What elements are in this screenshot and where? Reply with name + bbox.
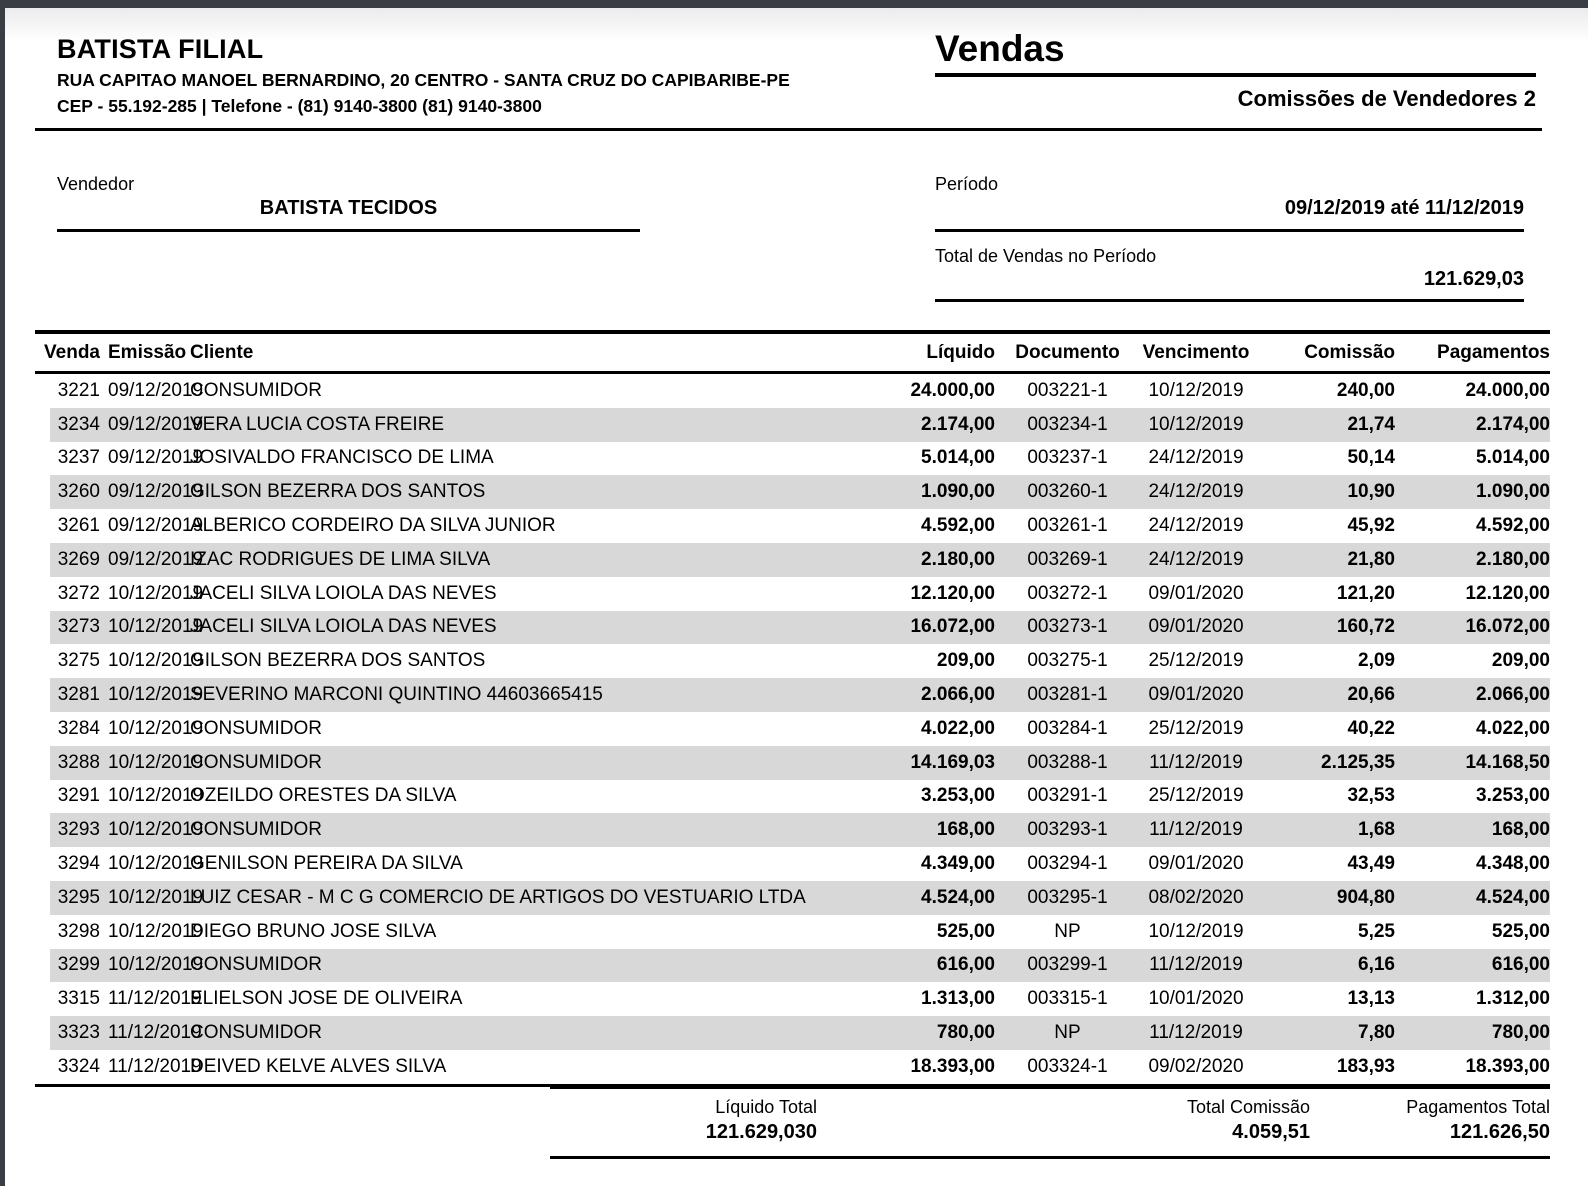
- pagamentos-total-label: Pagamentos Total: [1406, 1097, 1550, 1117]
- cell-vencimento: 25/12/2019: [1148, 717, 1244, 739]
- cell-documento: 003288-1: [1027, 751, 1108, 773]
- cell-venda: 3298: [57, 920, 100, 942]
- cell-liquido: 18.393,00: [910, 1055, 995, 1077]
- cell-venda: 3293: [57, 819, 100, 841]
- cell-documento: 003281-1: [1027, 684, 1108, 706]
- cell-comissao: 2,09: [1358, 650, 1395, 672]
- cell-cliente: JOSIVALDO FRANCISCO DE LIMA: [190, 447, 494, 469]
- cell-venda: 3261: [57, 515, 100, 537]
- cell-liquido: 168,00: [936, 819, 995, 841]
- liquido-total-block: [550, 1097, 817, 1144]
- cell-pagamentos: 780,00: [1491, 1022, 1550, 1044]
- cell-vencimento: 11/12/2019: [1149, 954, 1243, 976]
- cell-comissao: 20,66: [1347, 684, 1395, 706]
- cell-documento: 003291-1: [1027, 785, 1108, 807]
- table-row-3281: [35, 678, 1550, 712]
- column-header-emissao: Emissão: [108, 341, 187, 363]
- periodo-value: 09/12/2019 até 11/12/2019: [935, 197, 1524, 232]
- table-row-3291: [35, 780, 1550, 814]
- cell-documento: 003269-1: [1027, 548, 1108, 570]
- column-header-cliente: Cliente: [190, 341, 254, 363]
- cell-pagamentos: 1.090,00: [1476, 481, 1550, 503]
- header-divider: [35, 128, 1542, 131]
- cell-venda: 3323: [57, 1022, 100, 1044]
- cell-comissao: 32,53: [1347, 785, 1395, 807]
- company-header: [57, 34, 790, 117]
- cell-venda: 3269: [57, 548, 100, 570]
- liquido-total-label: Líquido Total: [715, 1097, 817, 1117]
- cell-comissao: 183,93: [1336, 1055, 1395, 1077]
- cell-venda: 3294: [57, 853, 100, 875]
- pagamentos-total-block: [1310, 1097, 1550, 1144]
- cell-vencimento: 24/12/2019: [1148, 515, 1244, 537]
- cell-cliente: JACELI SILVA LOIOLA DAS NEVES: [190, 582, 497, 604]
- liquido-total-value: 121.629,030: [705, 1121, 817, 1143]
- cell-liquido: 780,00: [936, 1022, 995, 1044]
- cell-venda: 3260: [57, 481, 100, 503]
- table-row-3261: [35, 509, 1550, 543]
- cell-vencimento: 09/01/2020: [1148, 582, 1244, 604]
- cell-documento: 003237-1: [1027, 447, 1108, 469]
- periodo-label: Período: [935, 174, 999, 194]
- cell-liquido: 3.253,00: [921, 785, 995, 807]
- cell-venda: 3237: [57, 447, 100, 469]
- cell-comissao: 121,20: [1336, 582, 1395, 604]
- table-row-3234: [35, 408, 1550, 442]
- table-row-3324: [35, 1050, 1550, 1084]
- column-header-vencimento: Vencimento: [1142, 341, 1250, 363]
- cell-vencimento: 10/12/2019: [1148, 920, 1244, 942]
- comissao-total-label: Total Comissão: [1186, 1097, 1310, 1117]
- cell-pagamentos: 4.022,00: [1476, 717, 1550, 739]
- cell-venda: 3295: [57, 886, 100, 908]
- company-name: BATISTA FILIAL: [57, 34, 264, 64]
- cell-vencimento: 25/12/2019: [1148, 650, 1244, 672]
- cell-liquido: 2.180,00: [921, 548, 995, 570]
- cell-venda: 3288: [57, 751, 100, 773]
- cell-documento: 003261-1: [1027, 515, 1108, 537]
- column-header-liquido: Líquido: [926, 341, 995, 363]
- cell-vencimento: 11/12/2019: [1149, 751, 1243, 773]
- table-body: [35, 374, 1550, 1087]
- cell-emissao: 10/12/2019: [108, 819, 204, 841]
- table-row-3294: [35, 847, 1550, 881]
- cell-liquido: 14.169,03: [910, 751, 995, 773]
- cell-pagamentos: 18.393,00: [1465, 1055, 1550, 1077]
- cell-comissao: 240,00: [1336, 379, 1395, 401]
- cell-emissao: 10/12/2019: [108, 684, 204, 706]
- cell-comissao: 2.125,35: [1321, 751, 1395, 773]
- cell-vencimento: 24/12/2019: [1148, 447, 1244, 469]
- comissao-total-block: [817, 1097, 1310, 1144]
- table-row-3273: [35, 611, 1550, 645]
- cell-pagamentos: 16.072,00: [1465, 616, 1550, 638]
- cell-venda: 3315: [57, 988, 100, 1010]
- cell-vencimento: 25/12/2019: [1148, 785, 1244, 807]
- cell-venda: 3281: [57, 684, 100, 706]
- cell-emissao: 10/12/2019: [108, 650, 204, 672]
- cell-comissao: 7,80: [1358, 1022, 1395, 1044]
- cell-comissao: 21,80: [1347, 548, 1395, 570]
- report-subtitle: Comissões de Vendedores 2: [1237, 86, 1536, 111]
- cell-liquido: 5.014,00: [921, 447, 995, 469]
- cell-venda: 3272: [57, 582, 100, 604]
- comissao-total-value: 4.059,51: [1232, 1121, 1310, 1143]
- cell-comissao: 13,13: [1347, 988, 1395, 1010]
- cell-cliente: JACELI SILVA LOIOLA DAS NEVES: [190, 616, 497, 638]
- cell-emissao: 10/12/2019: [108, 751, 204, 773]
- cell-documento: 003234-1: [1027, 413, 1108, 435]
- total-vendas-value: 121.629,03: [935, 268, 1524, 302]
- cell-emissao: 11/12/2019: [108, 1055, 202, 1077]
- cell-cliente: CONSUMIDOR: [190, 751, 322, 773]
- cell-comissao: 43,49: [1347, 853, 1395, 875]
- cell-documento: 003221-1: [1027, 379, 1108, 401]
- cell-vencimento: 10/12/2019: [1148, 413, 1244, 435]
- cell-liquido: 4.592,00: [921, 515, 995, 537]
- cell-vencimento: 24/12/2019: [1148, 548, 1244, 570]
- cell-pagamentos: 2.174,00: [1476, 413, 1550, 435]
- cell-liquido: 4.524,00: [921, 886, 995, 908]
- column-header-pagamentos: Pagamentos: [1437, 341, 1550, 363]
- table-row-3299: [35, 949, 1550, 983]
- cell-documento: 003295-1: [1027, 886, 1108, 908]
- company-address: RUA CAPITAO MANOEL BERNARDINO, 20 CENTRO - SANTA CRUZ DO CAPIBARIBE-PE: [57, 70, 790, 90]
- cell-vencimento: 09/01/2020: [1148, 684, 1244, 706]
- cell-documento: 003284-1: [1027, 717, 1108, 739]
- cell-emissao: 09/12/2019: [108, 481, 204, 503]
- cell-vencimento: 11/12/2019: [1149, 819, 1243, 841]
- cell-documento: NP: [1054, 920, 1081, 942]
- cell-pagamentos: 4.348,00: [1476, 853, 1550, 875]
- cell-liquido: 1.313,00: [921, 988, 995, 1010]
- cell-cliente: ELIELSON JOSE DE OLIVEIRA: [190, 988, 463, 1010]
- cell-vencimento: 09/01/2020: [1148, 616, 1244, 638]
- cell-comissao: 1,68: [1358, 819, 1395, 841]
- cell-venda: 3221: [57, 379, 100, 401]
- cell-cliente: CONSUMIDOR: [190, 379, 322, 401]
- table-row-3272: [35, 577, 1550, 611]
- table-row-3237: [35, 442, 1550, 476]
- cell-emissao: 09/12/2019: [108, 413, 204, 435]
- cell-emissao: 10/12/2019: [108, 853, 204, 875]
- cell-emissao: 10/12/2019: [108, 616, 204, 638]
- cell-comissao: 5,25: [1358, 920, 1395, 942]
- table-row-3288: [35, 746, 1550, 780]
- cell-vencimento: 24/12/2019: [1148, 481, 1244, 503]
- cell-vencimento: 11/12/2019: [1149, 1022, 1243, 1044]
- cell-emissao: 10/12/2019: [108, 954, 204, 976]
- cell-cliente: CONSUMIDOR: [190, 954, 322, 976]
- company-contact: CEP - 55.192-285 | Telefone - (81) 9140-3800 (81) 9140-3800: [57, 96, 542, 116]
- cell-liquido: 2.066,00: [921, 684, 995, 706]
- sales-table: [35, 330, 1550, 1087]
- table-row-3269: [35, 543, 1550, 577]
- cell-liquido: 616,00: [936, 954, 995, 976]
- cell-venda: 3234: [57, 413, 100, 435]
- table-row-3315: [35, 982, 1550, 1016]
- cell-emissao: 10/12/2019: [108, 920, 204, 942]
- cell-documento: 003315-1: [1027, 988, 1108, 1010]
- cell-cliente: VERA LUCIA COSTA FREIRE: [190, 413, 445, 435]
- cell-cliente: CONSUMIDOR: [190, 717, 322, 739]
- cell-vencimento: 10/01/2020: [1148, 988, 1244, 1010]
- table-header-row: [35, 330, 1550, 374]
- cell-pagamentos: 616,00: [1491, 954, 1550, 976]
- cell-liquido: 4.022,00: [921, 717, 995, 739]
- cell-documento: 003299-1: [1027, 954, 1108, 976]
- cell-venda: 3275: [57, 650, 100, 672]
- cell-venda: 3324: [57, 1055, 100, 1077]
- cell-pagamentos: 2.066,00: [1476, 684, 1550, 706]
- cell-comissao: 6,16: [1358, 954, 1395, 976]
- cell-comissao: 45,92: [1347, 515, 1395, 537]
- cell-pagamentos: 4.592,00: [1476, 515, 1550, 537]
- cell-pagamentos: 3.253,00: [1476, 785, 1550, 807]
- cell-liquido: 1.090,00: [921, 481, 995, 503]
- cell-venda: 3291: [57, 785, 100, 807]
- table-row-3284: [35, 712, 1550, 746]
- vendedor-value: BATISTA TECIDOS: [57, 197, 640, 232]
- cell-venda: 3284: [57, 717, 100, 739]
- cell-cliente: GILSON BEZERRA DOS SANTOS: [190, 650, 486, 672]
- cell-cliente: GILSON BEZERRA DOS SANTOS: [190, 481, 486, 503]
- cell-emissao: 10/12/2019: [108, 785, 204, 807]
- cell-comissao: 40,22: [1347, 717, 1395, 739]
- cell-documento: NP: [1054, 1022, 1081, 1044]
- cell-emissao: 10/12/2019: [108, 886, 204, 908]
- cell-emissao: 09/12/2019: [108, 379, 204, 401]
- cell-emissao: 11/12/2019: [108, 988, 202, 1010]
- window-top-edge: [0, 0, 1588, 8]
- cell-cliente: LUIZ CESAR - M C G COMERCIO DE ARTIGOS DO VESTUARIO LTDA: [190, 886, 806, 908]
- cell-documento: 003260-1: [1027, 481, 1108, 503]
- cell-vencimento: 08/02/2020: [1148, 886, 1244, 908]
- cell-vencimento: 10/12/2019: [1148, 379, 1244, 401]
- table-row-3221: [35, 374, 1550, 408]
- table-row-3295: [35, 881, 1550, 915]
- cell-pagamentos: 525,00: [1491, 920, 1550, 942]
- cell-pagamentos: 209,00: [1491, 650, 1550, 672]
- cell-cliente: GENILSON PEREIRA DA SILVA: [190, 853, 463, 875]
- cell-pagamentos: 4.524,00: [1476, 886, 1550, 908]
- cell-emissao: 11/12/2019: [108, 1022, 202, 1044]
- report-title: Vendas: [935, 28, 1536, 77]
- table-row-3323: [35, 1016, 1550, 1050]
- cell-liquido: 4.349,00: [921, 853, 995, 875]
- column-header-venda: Venda: [44, 341, 100, 363]
- cell-liquido: 24.000,00: [910, 379, 995, 401]
- vendedor-label: Vendedor: [57, 174, 135, 194]
- cell-comissao: 10,90: [1347, 481, 1395, 503]
- cell-cliente: CONSUMIDOR: [190, 819, 322, 841]
- cell-documento: 003294-1: [1027, 853, 1108, 875]
- column-header-comissao: Comissão: [1304, 341, 1395, 363]
- cell-comissao: 21,74: [1347, 413, 1395, 435]
- table-row-3260: [35, 475, 1550, 509]
- cell-documento: 003293-1: [1027, 819, 1108, 841]
- cell-cliente: DIEGO BRUNO JOSE SILVA: [190, 920, 437, 942]
- cell-cliente: OZEILDO ORESTES DA SILVA: [190, 785, 457, 807]
- table-row-3275: [35, 644, 1550, 678]
- cell-emissao: 10/12/2019: [108, 717, 204, 739]
- cell-documento: 003275-1: [1027, 650, 1108, 672]
- cell-liquido: 12.120,00: [910, 582, 995, 604]
- cell-liquido: 16.072,00: [910, 616, 995, 638]
- cell-cliente: CONSUMIDOR: [190, 1022, 322, 1044]
- cell-pagamentos: 12.120,00: [1465, 582, 1550, 604]
- cell-cliente: ALBERICO CORDEIRO DA SILVA JUNIOR: [190, 515, 556, 537]
- cell-pagamentos: 24.000,00: [1465, 379, 1550, 401]
- cell-emissao: 09/12/2019: [108, 447, 204, 469]
- cell-comissao: 160,72: [1336, 616, 1395, 638]
- cell-pagamentos: 14.168,50: [1465, 751, 1550, 773]
- cell-cliente: IZAC RODRIGUES DE LIMA SILVA: [190, 548, 491, 570]
- cell-cliente: DEIVED KELVE ALVES SILVA: [190, 1055, 447, 1077]
- total-vendas-label: Total de Vendas no Período: [935, 246, 1157, 266]
- cell-liquido: 2.174,00: [921, 413, 995, 435]
- cell-liquido: 209,00: [936, 650, 995, 672]
- cell-emissao: 10/12/2019: [108, 582, 204, 604]
- pagamentos-total-value: 121.626,50: [1449, 1121, 1550, 1143]
- totals-footer: [550, 1085, 1550, 1159]
- table-row-3293: [35, 813, 1550, 847]
- cell-emissao: 09/12/2019: [108, 515, 204, 537]
- cell-documento: 003273-1: [1027, 616, 1108, 638]
- cell-documento: 003272-1: [1027, 582, 1108, 604]
- cell-pagamentos: 2.180,00: [1476, 548, 1550, 570]
- cell-comissao: 904,80: [1336, 886, 1395, 908]
- cell-pagamentos: 1.312,00: [1476, 988, 1550, 1010]
- cell-emissao: 09/12/2019: [108, 548, 204, 570]
- cell-venda: 3299: [57, 954, 100, 976]
- cell-pagamentos: 168,00: [1491, 819, 1550, 841]
- cell-documento: 003324-1: [1027, 1055, 1108, 1077]
- cell-vencimento: 09/02/2020: [1148, 1055, 1244, 1077]
- cell-liquido: 525,00: [936, 920, 995, 942]
- table-row-3298: [35, 915, 1550, 949]
- cell-pagamentos: 5.014,00: [1476, 447, 1550, 469]
- cell-cliente: SEVERINO MARCONI QUINTINO 44603665415: [190, 684, 603, 706]
- cell-comissao: 50,14: [1347, 447, 1395, 469]
- cell-vencimento: 09/01/2020: [1148, 853, 1244, 875]
- column-header-documento: Documento: [1015, 341, 1120, 363]
- window-left-edge: [0, 0, 5, 1186]
- cell-venda: 3273: [57, 616, 100, 638]
